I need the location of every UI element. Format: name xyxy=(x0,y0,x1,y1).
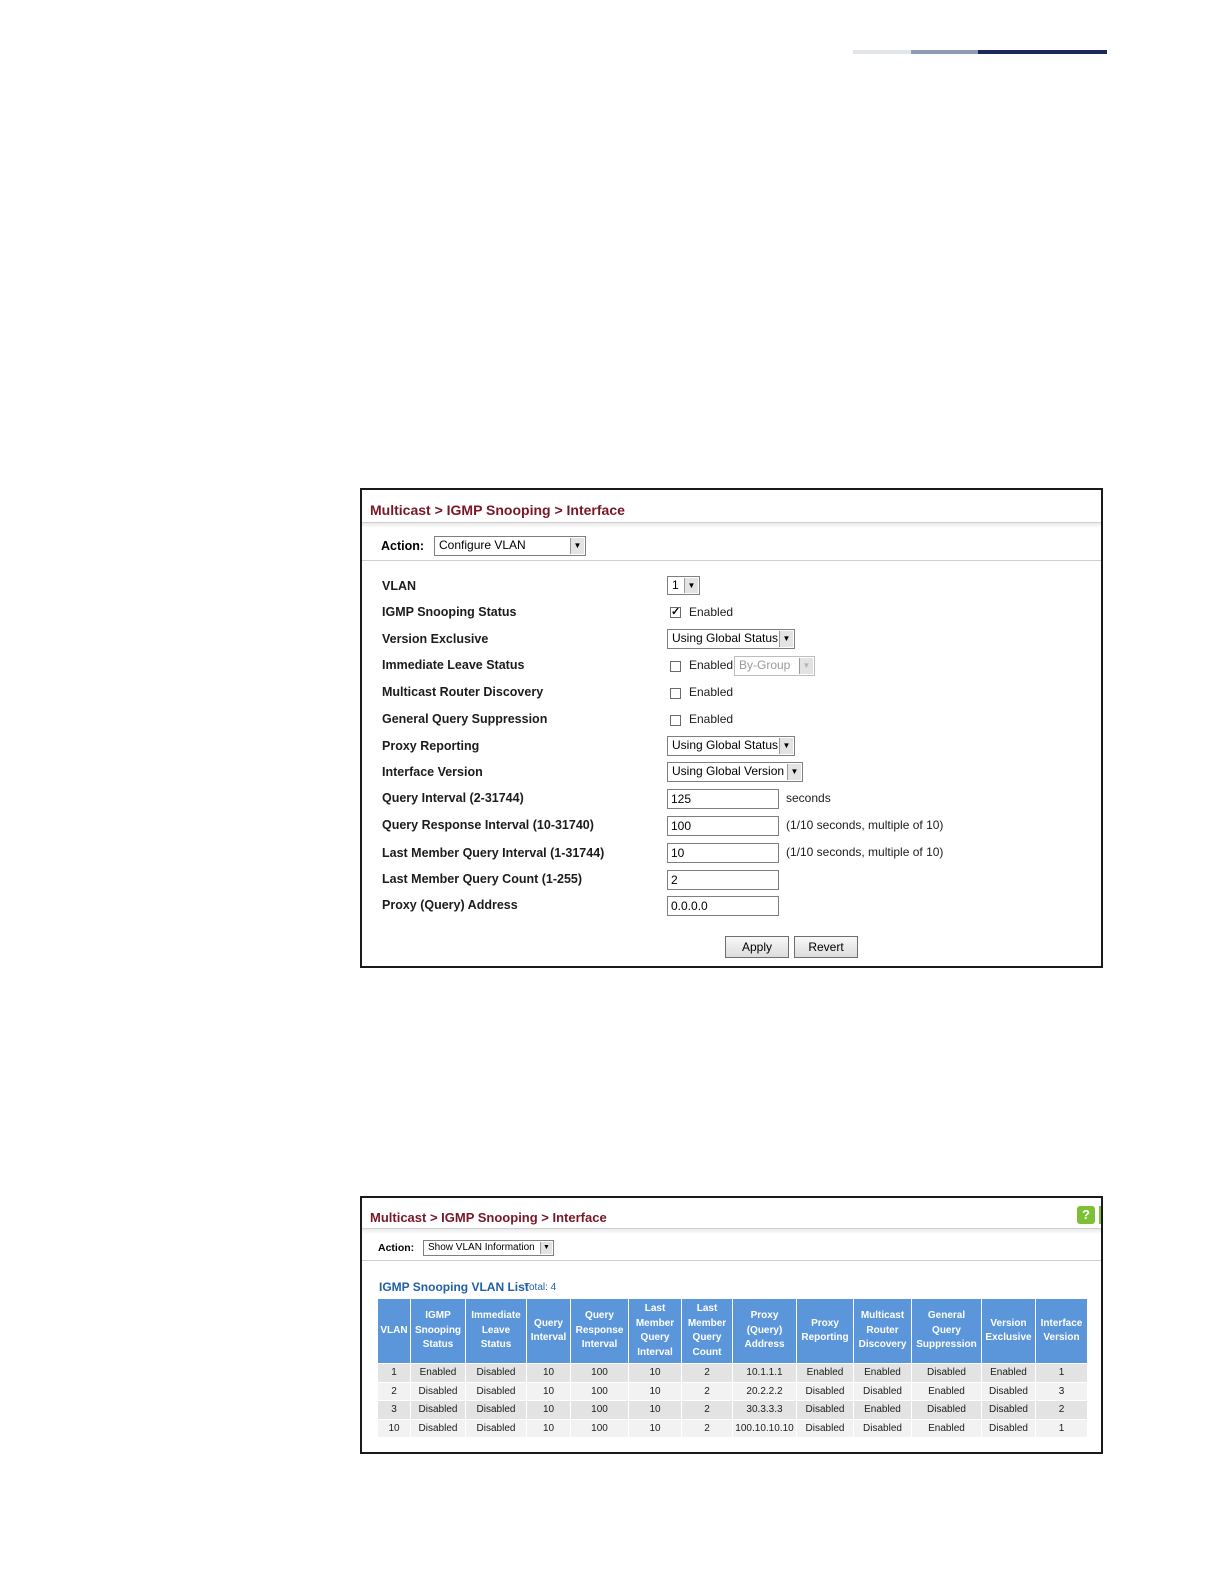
column-header-word: Immediate xyxy=(471,1310,521,1322)
proxy-reporting-select-value: Using Global Status xyxy=(672,738,779,752)
help-icon[interactable]: ? xyxy=(1077,1206,1095,1224)
column-header-word: VLAN xyxy=(380,1324,408,1336)
column-header-word: Query xyxy=(640,1332,670,1343)
proxy-query-address-input[interactable] xyxy=(667,896,779,916)
chevron-down-icon: ▼ xyxy=(779,631,793,647)
interface-version-select-value: Using Global Version xyxy=(672,764,785,778)
header-rule-light xyxy=(853,50,911,54)
table-row xyxy=(378,1419,1088,1438)
vlan-list-total: Total: 4 xyxy=(524,1282,557,1293)
action-divider xyxy=(362,560,1101,561)
table-cell: 20.2.2.2 xyxy=(733,1382,797,1401)
table-cell: 10 xyxy=(629,1419,682,1438)
table-cell: Disabled xyxy=(854,1419,912,1438)
chevron-down-icon: ▼ xyxy=(799,658,813,674)
table-cell: 10 xyxy=(527,1382,571,1401)
column-header xyxy=(682,1299,733,1364)
column-header-word: Interval xyxy=(530,1332,567,1343)
column-header-word: Last xyxy=(696,1303,718,1314)
column-header xyxy=(629,1299,682,1364)
chevron-down-icon: ▼ xyxy=(787,764,801,780)
vlan-select[interactable] xyxy=(667,576,700,595)
query-response-interval-input[interactable] xyxy=(667,816,779,836)
table-cell: Disabled xyxy=(797,1419,854,1438)
table-cell: 3 xyxy=(1036,1382,1088,1401)
igmp-snooping-status-checkbox[interactable]: ✓ xyxy=(671,606,681,618)
table-cell: Disabled xyxy=(982,1419,1036,1438)
column-header-word: Query xyxy=(585,1310,614,1322)
table-cell: Disabled xyxy=(466,1364,527,1383)
column-header xyxy=(466,1299,527,1364)
table-cell: 3 xyxy=(378,1401,411,1420)
column-header-word: Multicast xyxy=(860,1310,905,1322)
column-header xyxy=(1036,1299,1088,1364)
version-exclusive-select[interactable] xyxy=(667,629,795,649)
multicast-router-discovery-enabled-label: Enabled xyxy=(689,685,734,699)
table-cell: 2 xyxy=(682,1364,733,1383)
immediate-leave-status-label: Immediate Leave Status xyxy=(382,658,525,672)
table-cell: 10 xyxy=(527,1401,571,1420)
action-label: Action: xyxy=(381,539,425,553)
table-cell: 100 xyxy=(571,1382,629,1401)
table-cell: Disabled xyxy=(797,1382,854,1401)
general-query-suppression-label: General Query Suppression xyxy=(382,712,548,726)
table-body xyxy=(378,1364,1088,1438)
column-header-word: Discovery xyxy=(858,1339,907,1351)
title-divider-shadow xyxy=(362,523,1101,528)
column-header-word: Response xyxy=(575,1324,624,1336)
proxy-reporting-label: Proxy Reporting xyxy=(382,739,480,753)
table-cell: 10 xyxy=(527,1364,571,1383)
table-cell: 30.3.3.3 xyxy=(733,1401,797,1420)
table-cell: Disabled xyxy=(466,1419,527,1438)
general-query-suppression-checkbox[interactable] xyxy=(670,715,681,726)
table-cell: Enabled xyxy=(982,1364,1036,1383)
table-row xyxy=(378,1401,1088,1420)
table-cell: Disabled xyxy=(466,1382,527,1401)
table-cell: Disabled xyxy=(854,1382,912,1401)
column-header xyxy=(527,1299,571,1364)
column-header-word: Status xyxy=(480,1339,512,1351)
chevron-down-icon: ▼ xyxy=(570,538,584,554)
chevron-down-icon: ▼ xyxy=(779,738,793,754)
table-cell: Disabled xyxy=(982,1401,1036,1420)
action-label: Action: xyxy=(378,1242,415,1254)
query-interval-unit: seconds xyxy=(786,791,831,805)
column-header xyxy=(797,1299,854,1364)
immediate-leave-status-checkbox[interactable] xyxy=(670,661,681,672)
title-divider-shadow xyxy=(362,1229,1101,1234)
action-select-value: Configure VLAN xyxy=(439,538,526,552)
column-header-word: Router xyxy=(866,1324,899,1336)
column-header-word: Leave xyxy=(481,1324,511,1336)
table-cell: 10 xyxy=(527,1419,571,1438)
query-interval-label: Query Interval (2-31744) xyxy=(382,791,524,805)
table-cell: 1 xyxy=(1036,1419,1088,1438)
table-cell: 100 xyxy=(571,1419,629,1438)
header-rule-dark xyxy=(978,50,1107,54)
table-cell: 1 xyxy=(378,1364,411,1383)
table-cell: 2 xyxy=(1036,1401,1088,1420)
column-header-word: Version xyxy=(990,1317,1027,1329)
column-header-word: Member xyxy=(635,1317,675,1329)
table-cell: Disabled xyxy=(912,1364,982,1383)
table-cell: Disabled xyxy=(411,1382,466,1401)
table-cell: 10 xyxy=(629,1382,682,1401)
column-header-word: Member xyxy=(687,1317,727,1329)
column-header xyxy=(733,1299,797,1364)
igmp-snooping-vlan-table xyxy=(377,1298,1088,1438)
column-header xyxy=(982,1299,1036,1364)
table-cell: 10 xyxy=(378,1419,411,1438)
last-member-query-count-label: Last Member Query Count (1-255) xyxy=(382,872,583,886)
table-cell: 100 xyxy=(571,1401,629,1420)
table-cell: Enabled xyxy=(411,1364,466,1383)
table-cell: Disabled xyxy=(466,1401,527,1420)
breadcrumb: Multicast > IGMP Snooping > Interface xyxy=(370,1210,607,1225)
version-exclusive-select-value: Using Global Status xyxy=(672,631,779,645)
column-header-word: Last xyxy=(644,1303,666,1314)
igmp-snooping-status-label: IGMP Snooping Status xyxy=(382,605,517,619)
column-header-word: General xyxy=(927,1310,966,1322)
action-divider xyxy=(362,1260,1101,1261)
table-header-row xyxy=(378,1299,1088,1364)
table-cell: Enabled xyxy=(912,1419,982,1438)
last-member-query-interval-input[interactable] xyxy=(667,843,779,863)
column-header-word: Status xyxy=(422,1339,454,1351)
table-cell: 10.1.1.1 xyxy=(733,1364,797,1383)
proxy-reporting-select[interactable] xyxy=(667,736,795,756)
apply-button[interactable]: Apply xyxy=(725,936,789,958)
column-header-word: Snooping xyxy=(414,1324,462,1336)
table-cell: 2 xyxy=(682,1382,733,1401)
vlan-list-title: IGMP Snooping VLAN List xyxy=(379,1280,529,1294)
table-cell: 10 xyxy=(629,1364,682,1383)
query-response-interval-unit: (1/10 seconds, multiple of 10) xyxy=(786,818,944,832)
column-header xyxy=(912,1299,982,1364)
header-rule-mid xyxy=(911,50,978,54)
table-cell: 2 xyxy=(682,1419,733,1438)
revert-button[interactable]: Revert xyxy=(794,936,858,958)
igmp-snooping-status-enabled-label: Enabled xyxy=(689,605,734,619)
configure-vlan-panel xyxy=(360,488,1103,968)
table-cell: Enabled xyxy=(912,1382,982,1401)
help-icon-edge xyxy=(1099,1206,1103,1224)
general-query-suppression-enabled-label: Enabled xyxy=(689,712,734,726)
table-cell: Disabled xyxy=(912,1401,982,1420)
multicast-router-discovery-label: Multicast Router Discovery xyxy=(382,685,544,699)
immediate-leave-mode-value: By-Group xyxy=(739,658,791,672)
column-header-word: Version xyxy=(1043,1332,1080,1343)
column-header-word: Query xyxy=(692,1332,722,1343)
column-header-word: Query xyxy=(932,1324,961,1336)
version-exclusive-label: Version Exclusive xyxy=(382,632,489,646)
column-header xyxy=(378,1299,411,1364)
immediate-leave-mode-select[interactable] xyxy=(734,656,815,676)
column-header-word: Count xyxy=(692,1346,722,1358)
column-header-word: Reporting xyxy=(801,1332,849,1343)
table-cell: 1 xyxy=(1036,1364,1088,1383)
table-cell: Disabled xyxy=(411,1401,466,1420)
table-cell: Disabled xyxy=(797,1401,854,1420)
table-cell: 10 xyxy=(629,1401,682,1420)
interface-version-label: Interface Version xyxy=(382,765,483,779)
table-cell: 2 xyxy=(682,1401,733,1420)
multicast-router-discovery-checkbox[interactable] xyxy=(670,688,681,699)
query-response-interval-label: Query Response Interval (10-31740) xyxy=(382,818,594,832)
table-cell: Enabled xyxy=(797,1364,854,1383)
vlan-select-value: 1 xyxy=(672,578,679,592)
chevron-down-icon: ▼ xyxy=(684,578,698,593)
column-header xyxy=(411,1299,466,1364)
last-member-query-interval-unit: (1/10 seconds, multiple of 10) xyxy=(786,845,944,859)
table-cell: Disabled xyxy=(411,1419,466,1438)
table-row xyxy=(378,1364,1088,1383)
column-header xyxy=(571,1299,629,1364)
table-row xyxy=(378,1382,1088,1401)
breadcrumb: Multicast > IGMP Snooping > Interface xyxy=(370,502,625,518)
chevron-down-icon: ▼ xyxy=(540,1242,552,1254)
table-cell: Disabled xyxy=(982,1382,1036,1401)
column-header-word: Interface xyxy=(1040,1317,1083,1329)
column-header-word: IGMP xyxy=(425,1310,451,1322)
table-cell: Enabled xyxy=(854,1401,912,1420)
show-vlan-info-panel xyxy=(360,1196,1103,1454)
column-header-word: Address xyxy=(744,1339,785,1351)
column-header-word: Interval xyxy=(637,1346,673,1358)
immediate-leave-status-enabled-label: Enabled xyxy=(689,658,734,672)
interface-version-select[interactable] xyxy=(667,762,803,782)
query-interval-input[interactable] xyxy=(667,789,779,809)
vlan-label: VLAN xyxy=(382,579,417,593)
column-header-word: Proxy xyxy=(811,1317,839,1329)
action-select[interactable] xyxy=(423,1240,554,1256)
column-header-word: Exclusive xyxy=(985,1332,1032,1343)
action-select-value: Show VLAN Information xyxy=(428,1242,535,1253)
last-member-query-count-input[interactable] xyxy=(667,870,779,890)
column-header-word: Query xyxy=(534,1317,563,1329)
table-cell: Enabled xyxy=(854,1364,912,1383)
column-header xyxy=(854,1299,912,1364)
proxy-query-address-label: Proxy (Query) Address xyxy=(382,898,518,912)
column-header-word: (Query) xyxy=(746,1324,783,1336)
table-cell: 2 xyxy=(378,1382,411,1401)
column-header-word: Suppression xyxy=(916,1339,977,1351)
column-header-word: Proxy xyxy=(750,1310,779,1322)
table-cell: 100 xyxy=(571,1364,629,1383)
table-cell: 100.10.10.10 xyxy=(733,1419,797,1438)
last-member-query-interval-label: Last Member Query Interval (1-31744) xyxy=(382,846,605,860)
column-header-word: Interval xyxy=(581,1339,618,1351)
action-select[interactable] xyxy=(434,536,586,556)
